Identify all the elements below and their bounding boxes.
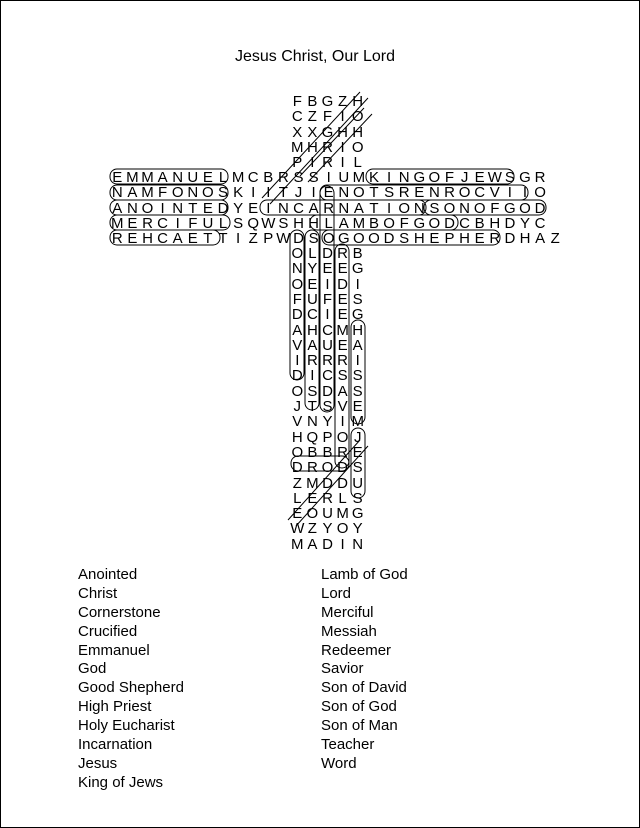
grid-letter: O bbox=[534, 184, 547, 202]
word-list-item: Son of Man bbox=[321, 717, 398, 735]
grid-letter: I bbox=[340, 154, 346, 172]
grid-letter: O bbox=[291, 382, 304, 400]
grid-letter: S bbox=[307, 382, 318, 400]
grid-letter: D bbox=[322, 474, 334, 492]
grid-letter: I bbox=[266, 199, 271, 217]
grid-letter: O bbox=[351, 138, 365, 156]
grid-letter: I bbox=[295, 352, 300, 370]
grid-letter: O bbox=[336, 520, 349, 538]
grid-letter: R bbox=[111, 230, 124, 248]
grid-letter: U bbox=[187, 169, 199, 186]
grid-letter: L bbox=[293, 489, 302, 507]
grid-letter: L bbox=[218, 214, 228, 232]
grid-letter: B bbox=[352, 245, 364, 262]
grid-letter: E bbox=[127, 230, 138, 248]
grid-letter: R bbox=[322, 154, 334, 172]
grid-letter: D bbox=[383, 230, 396, 248]
grid-letter: W bbox=[276, 230, 291, 248]
grid-letter: E bbox=[337, 260, 349, 278]
grid-letter: R bbox=[306, 352, 319, 370]
grid-letter: M bbox=[141, 184, 155, 202]
word-list-item: Messiah bbox=[321, 622, 377, 640]
grid-letter: S bbox=[399, 230, 410, 248]
grid-letter: O bbox=[443, 199, 456, 217]
grid-letter: B bbox=[307, 443, 318, 461]
grid-letter: X bbox=[292, 123, 303, 141]
grid-letter: O bbox=[473, 199, 487, 217]
grid-letter: Y bbox=[307, 260, 318, 278]
grid-letter: S bbox=[384, 184, 395, 202]
page-title: Jesus Christ, Our Lord bbox=[234, 48, 396, 65]
grid-letter: P bbox=[444, 230, 455, 248]
grid-letter: H bbox=[352, 123, 364, 141]
grid-letter: Y bbox=[352, 520, 364, 538]
grid-letter: C bbox=[459, 214, 471, 232]
grid-letter: B bbox=[263, 169, 274, 186]
grid-letter: I bbox=[522, 184, 528, 202]
grid-letter: E bbox=[112, 169, 123, 186]
grid-letter: D bbox=[322, 535, 334, 553]
grid-letter: E bbox=[323, 184, 335, 202]
word-list-right bbox=[321, 566, 408, 774]
grid-letter: J bbox=[460, 169, 469, 186]
grid-letter: S bbox=[352, 290, 364, 308]
word-list-item: Merciful bbox=[321, 603, 374, 621]
grid-letter: Z bbox=[338, 93, 348, 110]
grid-letter: Y bbox=[322, 520, 333, 538]
grid-letter: N bbox=[428, 184, 441, 202]
grid-letter: I bbox=[325, 275, 331, 293]
grid-letter: D bbox=[291, 459, 304, 477]
grid-letter: N bbox=[352, 535, 364, 553]
grid-letter: I bbox=[160, 199, 166, 217]
grid-letter: S bbox=[352, 367, 364, 385]
grid-letter: Y bbox=[233, 199, 244, 217]
grid-letter: R bbox=[322, 352, 334, 370]
grid-letter: D bbox=[291, 306, 304, 324]
grid-letter: U bbox=[338, 169, 350, 186]
grid-letter: S bbox=[308, 169, 320, 186]
grid-letter: I bbox=[355, 275, 361, 293]
word-list-item: Lamb of God bbox=[321, 566, 408, 583]
grid-letter: E bbox=[352, 398, 364, 415]
grid-letter: L bbox=[218, 169, 228, 186]
grid-letter: I bbox=[387, 169, 392, 186]
grid-letter: Q bbox=[247, 214, 260, 232]
word-list-item: Anointed bbox=[78, 566, 138, 583]
grid-letter: O bbox=[398, 199, 411, 217]
grid-letter: Q bbox=[306, 428, 319, 446]
grid-letter: R bbox=[277, 169, 290, 186]
grid-letter: D bbox=[322, 382, 334, 400]
grid-letter: N bbox=[126, 199, 139, 217]
word-list-item: Cornerstone bbox=[78, 603, 161, 621]
grid-letter: E bbox=[127, 214, 138, 232]
grid-letter: F bbox=[490, 199, 500, 217]
grid-letter: G bbox=[413, 169, 426, 186]
grid-letter: N bbox=[291, 260, 304, 278]
grid-letter: I bbox=[311, 184, 317, 202]
grid-letter: O bbox=[383, 214, 396, 232]
word-list-item: Word bbox=[321, 754, 357, 772]
grid-letter: Y bbox=[322, 413, 333, 431]
grid-letter: M bbox=[336, 505, 350, 523]
grid-letter: O bbox=[291, 245, 304, 262]
grid-letter: C bbox=[322, 367, 334, 385]
grid-letter: I bbox=[310, 367, 315, 385]
grid-letter: L bbox=[353, 154, 363, 172]
grid-letter: C bbox=[247, 169, 260, 186]
grid-letter: R bbox=[489, 230, 501, 248]
grid-letter: G bbox=[504, 199, 517, 217]
grid-letter: D bbox=[217, 199, 229, 217]
grid-letter: N bbox=[187, 184, 199, 202]
grid-letter: J bbox=[294, 184, 303, 202]
grid-letter: A bbox=[308, 199, 320, 217]
grid-letter: F bbox=[188, 214, 198, 232]
grid-letter: C bbox=[293, 199, 305, 217]
grid-letter: E bbox=[307, 489, 318, 507]
grid-letter: H bbox=[337, 123, 349, 141]
grid-letter: G bbox=[337, 230, 351, 248]
grid-letter: J bbox=[293, 398, 302, 415]
grid-letter: O bbox=[519, 199, 532, 217]
grid-letter: E bbox=[337, 336, 349, 354]
grid-letter: E bbox=[292, 505, 303, 523]
grid-letter: R bbox=[322, 138, 334, 156]
grid-letter: K bbox=[233, 184, 244, 202]
grid-letter: F bbox=[158, 184, 168, 202]
grid-letter: G bbox=[519, 169, 532, 186]
grid-letter: E bbox=[187, 230, 199, 248]
grid-letter: Y bbox=[519, 214, 531, 232]
grid-letter: B bbox=[307, 93, 318, 110]
grid-letter: E bbox=[248, 199, 259, 217]
grid-letter: M bbox=[111, 214, 125, 232]
grid-letter: A bbox=[353, 199, 365, 217]
grid-letter: E bbox=[429, 230, 440, 248]
grid-letter: S bbox=[217, 184, 229, 202]
grid-letter: S bbox=[352, 459, 364, 477]
grid-letter: U bbox=[202, 214, 214, 232]
grid-letter: R bbox=[306, 459, 319, 477]
grid-letter: G bbox=[321, 93, 334, 110]
grid-letter: M bbox=[126, 169, 140, 186]
grid-letter: E bbox=[414, 184, 425, 202]
grid-letter: G bbox=[351, 505, 365, 523]
word-list-item: Christ bbox=[78, 584, 118, 602]
grid-letter: S bbox=[352, 489, 364, 507]
grid-letter: H bbox=[489, 214, 501, 232]
grid-letter: T bbox=[203, 230, 213, 248]
grid-letter: I bbox=[340, 138, 346, 156]
grid-letter: O bbox=[458, 184, 471, 202]
word-list-item: God bbox=[78, 660, 107, 678]
grid-letter: N bbox=[306, 413, 319, 431]
grid-letter: U bbox=[306, 290, 319, 308]
grid-letter: T bbox=[369, 199, 380, 217]
grid-letter: O bbox=[336, 428, 349, 446]
grid-letter: G bbox=[413, 214, 426, 232]
word-list-item: High Priest bbox=[78, 698, 152, 716]
grid-letter: N bbox=[398, 169, 411, 186]
grid-letter: O bbox=[353, 184, 366, 202]
grid-letter: P bbox=[322, 428, 333, 446]
grid-letter: F bbox=[399, 214, 410, 232]
word-list-item: King of Jews bbox=[78, 773, 164, 791]
grid-letter: I bbox=[387, 199, 392, 217]
word-list-item: Teacher bbox=[321, 736, 375, 754]
grid-letter: B bbox=[322, 443, 333, 461]
grid-letter: R bbox=[398, 184, 411, 202]
grid-letter: D bbox=[337, 459, 349, 477]
grid-letter: O bbox=[351, 108, 365, 126]
grid-letter: T bbox=[369, 184, 380, 202]
grid-letter: T bbox=[307, 398, 318, 415]
grid-letter: M bbox=[291, 138, 305, 156]
grid-letter: A bbox=[337, 382, 349, 400]
grid-letter: D bbox=[534, 199, 547, 217]
grid-letter: M bbox=[352, 169, 366, 186]
grid-letter: P bbox=[263, 230, 274, 248]
word-list-item: Savior bbox=[321, 660, 364, 678]
grid-letter: H bbox=[306, 138, 319, 156]
grid-letter: F bbox=[444, 169, 455, 186]
grid-letter: N bbox=[172, 199, 184, 217]
grid-letter: D bbox=[293, 230, 305, 248]
grid-letter: E bbox=[322, 260, 333, 278]
grid-letter: V bbox=[489, 184, 501, 202]
grid-letter: I bbox=[340, 535, 346, 553]
word-list-item: Good Shepherd bbox=[78, 679, 184, 697]
grid-letter: A bbox=[292, 321, 303, 339]
grid-letter: N bbox=[111, 184, 124, 202]
grid-letter: W bbox=[261, 214, 276, 232]
grid-letter: P bbox=[292, 154, 303, 172]
word-list-item: Holy Eucharist bbox=[78, 717, 175, 735]
grid-letter: R bbox=[534, 169, 547, 186]
grid-letter: O bbox=[321, 459, 334, 477]
grid-letter: X bbox=[307, 123, 318, 141]
grid-letter: N bbox=[277, 199, 290, 217]
grid-letter: N bbox=[459, 199, 471, 217]
grid-letter: A bbox=[172, 230, 184, 248]
grid-letter: E bbox=[337, 290, 349, 308]
grid-letter: D bbox=[444, 214, 456, 232]
grid-letter: E bbox=[337, 306, 349, 324]
grid-letter: M bbox=[306, 474, 320, 492]
grid-letter: F bbox=[322, 108, 333, 126]
grid-letter: A bbox=[112, 199, 123, 217]
grid-letter: R bbox=[444, 184, 456, 202]
grid-letter: E bbox=[474, 230, 486, 248]
grid-letter: V bbox=[337, 398, 349, 415]
grid-letter: I bbox=[251, 184, 256, 202]
grid-letter: R bbox=[142, 214, 154, 232]
grid-letter: C bbox=[291, 108, 304, 126]
grid-letter: A bbox=[535, 230, 546, 248]
grid-letter: M bbox=[141, 169, 155, 186]
word-list-item: Jesus bbox=[78, 754, 118, 772]
grid-letter: R bbox=[337, 245, 349, 262]
grid-letter: A bbox=[307, 336, 318, 354]
grid-letter: L bbox=[338, 489, 348, 507]
grid-letter: N bbox=[172, 169, 184, 186]
grid-letter: H bbox=[413, 230, 426, 248]
grid-letter: V bbox=[292, 413, 303, 431]
grid-letter: M bbox=[291, 535, 305, 553]
grid-letter: B bbox=[368, 214, 380, 232]
grid-letter: H bbox=[142, 230, 154, 248]
grid-letter: Z bbox=[550, 230, 561, 248]
grid-letter: H bbox=[459, 230, 471, 248]
word-list-item: Lord bbox=[321, 584, 352, 602]
grid-letter: D bbox=[504, 230, 516, 248]
grid-letter: C bbox=[534, 214, 547, 232]
grid-letter: U bbox=[322, 336, 334, 354]
grid-letter: H bbox=[291, 428, 304, 446]
grid-letter: S bbox=[352, 382, 364, 400]
grid-letter: R bbox=[323, 199, 335, 217]
grid-letter: M bbox=[352, 214, 366, 232]
grid-letter: O bbox=[353, 230, 366, 248]
grid-letter: O bbox=[428, 169, 441, 186]
grid-letter: D bbox=[337, 474, 349, 492]
grid-letter: C bbox=[306, 306, 319, 324]
grid-letter: O bbox=[291, 443, 304, 461]
grid-letter: R bbox=[337, 443, 349, 461]
grid-letter: E bbox=[202, 199, 214, 217]
word-list-left bbox=[78, 566, 184, 793]
grid-letter: R bbox=[337, 352, 349, 370]
grid-letter: D bbox=[322, 245, 334, 262]
grid-letter: I bbox=[325, 306, 331, 324]
word-list-item: Emmanuel bbox=[78, 641, 150, 659]
grid-letter: G bbox=[321, 123, 334, 141]
grid-letter: S bbox=[337, 367, 349, 385]
grid-letter: E bbox=[202, 169, 214, 186]
grid-letter: D bbox=[291, 367, 304, 385]
grid-letter: I bbox=[340, 413, 346, 431]
grid-letter: T bbox=[188, 199, 198, 217]
grid-letter: S bbox=[429, 199, 440, 217]
grid-letter: A bbox=[338, 214, 350, 232]
grid-letter: I bbox=[326, 169, 332, 186]
grid-letter: O bbox=[171, 184, 185, 202]
grid-letter: L bbox=[308, 245, 318, 262]
grid-letter: O bbox=[202, 184, 215, 202]
grid-letter: H bbox=[293, 214, 305, 232]
grid-letter: S bbox=[504, 169, 516, 186]
grid-letter: K bbox=[368, 169, 380, 186]
grid-letter: J bbox=[353, 428, 362, 446]
grid-letter: Z bbox=[307, 108, 318, 126]
grid-letter: O bbox=[306, 505, 319, 523]
grid-letter: S bbox=[278, 214, 289, 232]
grid-letter: I bbox=[310, 154, 315, 172]
grid-letter: F bbox=[292, 290, 303, 308]
grid-letter: C bbox=[157, 214, 169, 232]
grid-letter: A bbox=[127, 184, 138, 202]
grid-letter: V bbox=[292, 336, 303, 354]
grid-letter: I bbox=[340, 108, 346, 126]
grid-letter: D bbox=[337, 275, 349, 293]
word-list-item: Redeemer bbox=[321, 641, 392, 659]
word-list-item: Son of God bbox=[321, 698, 397, 716]
grid-letter: M bbox=[336, 321, 350, 339]
grid-letter: U bbox=[352, 474, 364, 492]
grid-letter: C bbox=[157, 230, 169, 248]
grid-letter: H bbox=[519, 230, 531, 248]
grid-letter: O bbox=[428, 214, 441, 232]
grid-letter: M bbox=[351, 413, 365, 431]
grid-letter: E bbox=[352, 443, 364, 461]
grid-letter: I bbox=[236, 230, 241, 248]
grid-letter: H bbox=[306, 321, 319, 339]
grid-letter: A bbox=[352, 336, 364, 354]
grid-letter: O bbox=[368, 230, 381, 248]
grid-letter: C bbox=[322, 321, 334, 339]
word-list-item: Incarnation bbox=[78, 736, 153, 754]
grid-letter: N bbox=[413, 199, 426, 217]
grid-letter: T bbox=[278, 184, 289, 202]
grid-letter: N bbox=[338, 199, 350, 217]
word-list-item: Son of David bbox=[321, 679, 407, 697]
grid-letter: A bbox=[157, 169, 169, 186]
grid-letter: H bbox=[352, 93, 364, 110]
grid-letter: A bbox=[307, 535, 318, 553]
grid-letter: N bbox=[338, 184, 350, 202]
grid-letter: F bbox=[322, 290, 333, 308]
grid-letter: F bbox=[292, 93, 303, 110]
grid-letter: S bbox=[233, 214, 244, 232]
grid-letter: G bbox=[351, 306, 365, 324]
grid-letter: I bbox=[355, 352, 361, 370]
grid-letter: S bbox=[322, 398, 333, 415]
grid-letter: Z bbox=[248, 230, 259, 248]
grid-letter: Z bbox=[292, 474, 303, 492]
grid-letter: W bbox=[487, 169, 503, 186]
grid-letter: L bbox=[324, 214, 334, 232]
grid-letter: H bbox=[352, 321, 364, 339]
grid-letter: E bbox=[307, 275, 318, 293]
grid-letter: O bbox=[322, 230, 336, 248]
word-list-item: Crucified bbox=[78, 622, 138, 640]
grid-letter: R bbox=[322, 489, 334, 507]
grid-letter: S bbox=[293, 169, 304, 186]
grid-letter: O bbox=[291, 275, 304, 293]
grid-letter: O bbox=[141, 199, 154, 217]
grid-letter: I bbox=[507, 184, 513, 202]
grid-letter: D bbox=[504, 214, 516, 232]
grid-letter: G bbox=[351, 260, 365, 278]
grid-letter: W bbox=[290, 520, 305, 538]
grid-letter: T bbox=[218, 230, 229, 248]
grid-letter: H bbox=[308, 214, 320, 232]
grid-letter: M bbox=[231, 169, 245, 186]
grid-letter: S bbox=[308, 230, 320, 248]
grid-letter: C bbox=[474, 184, 486, 202]
grid-letter: B bbox=[474, 214, 486, 232]
grid-letter: I bbox=[266, 184, 271, 202]
grid-letter: Z bbox=[307, 520, 318, 538]
grid-letter: U bbox=[322, 505, 334, 523]
grid-letter: E bbox=[474, 169, 486, 186]
grid-letter: I bbox=[175, 214, 181, 232]
